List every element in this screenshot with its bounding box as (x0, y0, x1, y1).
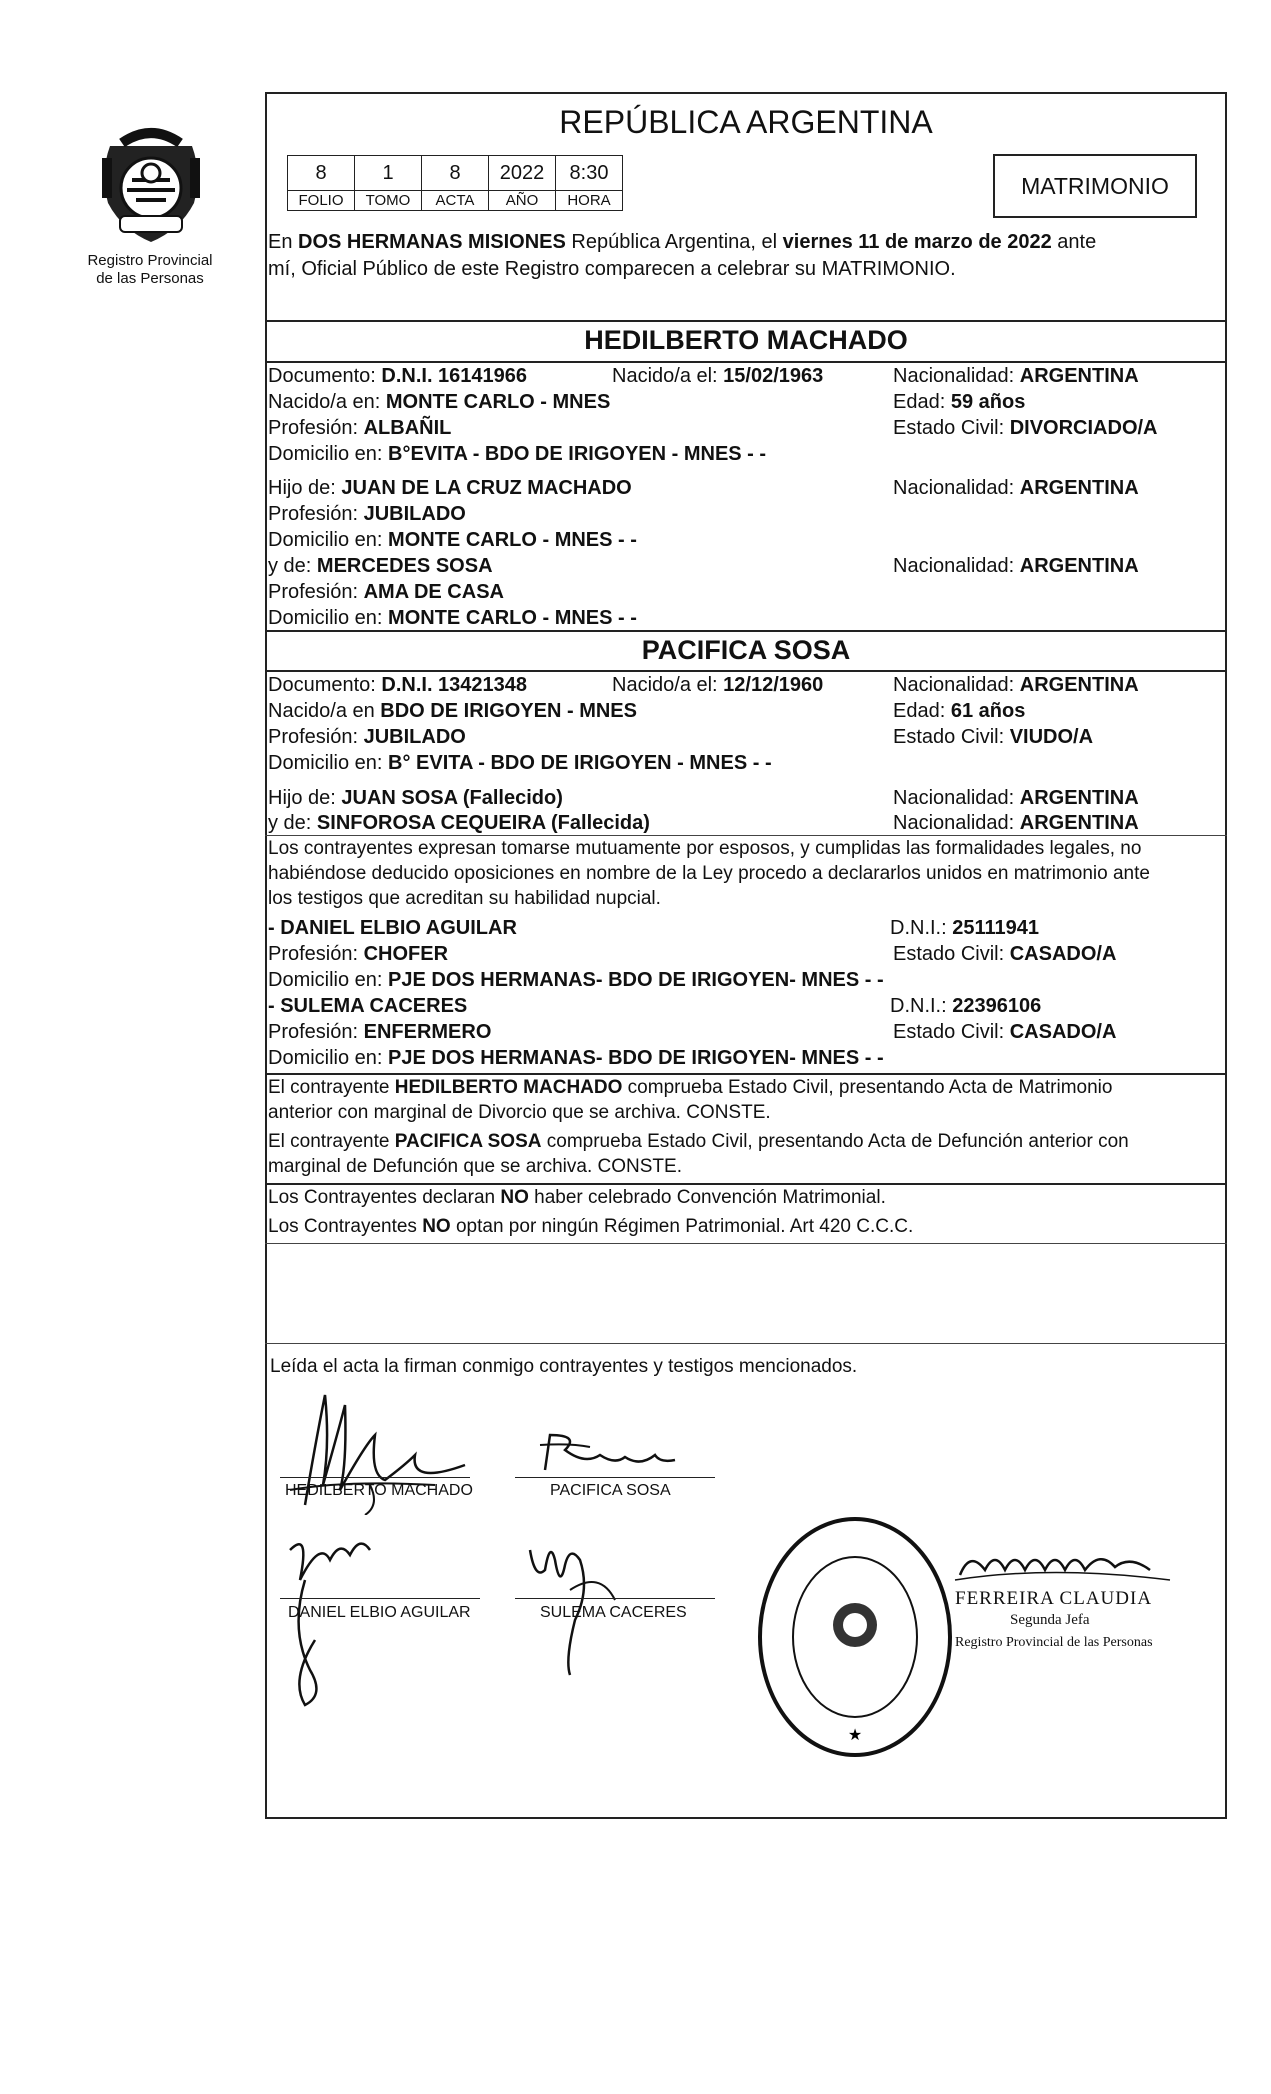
witness-2-dni: D.N.I.: 22396106 (890, 995, 1042, 1017)
official-stamp-icon (755, 1515, 955, 1760)
groom-father-profession: Profesión: JUBILADO (268, 503, 466, 525)
bride-nationality: Nacionalidad: ARGENTINA (893, 674, 1139, 696)
bride-father-nationality: Nacionalidad: ARGENTINA (893, 787, 1139, 809)
acta-label: ACTA (422, 191, 489, 211)
witness-2-signature-label: SULEMA CACERES (540, 1604, 687, 1621)
groom-mother-address: Domicilio en: MONTE CARLO - MNES - - (268, 607, 637, 629)
certificate-type-box: MATRIMONIO (993, 154, 1197, 218)
page-title: REPÚBLICA ARGENTINA (559, 104, 933, 140)
witness-1-signature-label: DANIEL ELBIO AGUILAR (288, 1604, 471, 1621)
witness-2-profession: Profesión: ENFERMERO (268, 1021, 492, 1043)
bride-birth-place: Nacido/a en BDO DE IRIGOYEN - MNES (268, 700, 637, 722)
signature-line (515, 1477, 715, 1478)
signatures-intro: Leída el acta la firman conmigo contrayentes y testigos mencionados. (270, 1356, 858, 1377)
divider (265, 361, 1227, 363)
note-2-line-2: marginal de Defunción que se archiva. CONSTE. (268, 1156, 682, 1177)
intro-line-2: mí, Oficial Público de este Registro comparecen a celebrar su MATRIMONIO. (268, 258, 956, 280)
divider (265, 1343, 1227, 1344)
groom-address: Domicilio en: B°EVITA - BDO DE IRIGOYEN - MNES - - (268, 443, 767, 465)
regime-line-2: Los Contrayentes NO optan por ningún Régimen Patrimonial. Art 420 C.C.C. (268, 1216, 914, 1237)
groom-age: Edad: 59 años (893, 391, 1026, 413)
groom-mother-nationality: Nacionalidad: ARGENTINA (893, 555, 1139, 577)
svg-text:★: ★ (847, 1727, 863, 1744)
groom-mother-profession: Profesión: AMA DE CASA (268, 581, 504, 603)
groom-document: Documento: D.N.I. 16141966 (268, 365, 528, 387)
bride-mother-nationality: Nacionalidad: ARGENTINA (893, 812, 1139, 834)
tomo-value: 1 (355, 156, 422, 191)
groom-name-heading: HEDILBERTO MACHADO (584, 325, 908, 355)
official-office: Registro Provincial de las Personas (955, 1635, 1153, 1650)
declaration-line-3: los testigos que acreditan su habilidad nupcial. (268, 888, 661, 909)
note-1-line-1: El contrayente HEDILBERTO MACHADO comprueba Estado Civil, presentando Acta de Matrimonio (268, 1077, 1113, 1098)
divider (265, 630, 1227, 632)
bride-document: Documento: D.N.I. 13421348 (268, 674, 528, 696)
witness-2-civil-status: Estado Civil: CASADO/A (893, 1021, 1117, 1043)
bride-name-heading: PACIFICA SOSA (641, 635, 851, 665)
bride-signature-label: PACIFICA SOSA (550, 1482, 671, 1499)
logo-caption-line1: Registro Provincial (87, 252, 213, 269)
signature-line (280, 1477, 470, 1478)
witness-1-name: - DANIEL ELBIO AGUILAR (268, 917, 517, 939)
witness-2-address: Domicilio en: PJE DOS HERMANAS- BDO DE IRIGOYEN- MNES - - (268, 1047, 884, 1069)
logo-caption-line2: de las Personas (96, 270, 204, 287)
bride-age: Edad: 61 años (893, 700, 1026, 722)
bride-profession: Profesión: JUBILADO (268, 726, 466, 748)
bride-signature-icon (530, 1425, 680, 1485)
folio-value: 8 (288, 156, 355, 191)
intro-line-1: En DOS HERMANAS MISIONES República Argentina, el viernes 11 de marzo de 2022 ante (268, 231, 1097, 253)
tomo-label: TOMO (355, 191, 422, 211)
hora-label: HORA (556, 191, 623, 211)
groom-birth-place: Nacido/a en: MONTE CARLO - MNES (268, 391, 611, 413)
witness-2-name: - SULEMA CACERES (268, 995, 468, 1017)
witness-1-profession: Profesión: CHOFER (268, 943, 449, 965)
note-1-line-2: anterior con marginal de Divorcio que se archiva. CONSTE. (268, 1102, 771, 1123)
signature-line (515, 1598, 715, 1599)
anio-label: AÑO (489, 191, 556, 211)
witness-1-dni: D.N.I.: 25111941 (890, 917, 1040, 939)
groom-mother: y de: MERCEDES SOSA (268, 555, 493, 577)
hora-value: 8:30 (556, 156, 623, 191)
signature-line (280, 1598, 480, 1599)
coat-of-arms-icon (92, 118, 210, 248)
bride-address: Domicilio en: B° EVITA - BDO DE IRIGOYEN - MNES - - (268, 752, 772, 774)
groom-father-nationality: Nacionalidad: ARGENTINA (893, 477, 1139, 499)
divider (265, 320, 1227, 322)
registry-logo (92, 118, 210, 248)
groom-birth-date: Nacido/a el: 15/02/1963 (612, 365, 824, 387)
note-2-line-1: El contrayente PACIFICA SOSA comprueba Estado Civil, presentando Acta de Defunción anterior con (268, 1131, 1129, 1152)
divider (265, 670, 1227, 672)
divider (265, 1183, 1227, 1185)
declaration-line-1: Los contrayentes expresan tomarse mutuamente por esposos, y cumplidas las formalidades legales, no (268, 838, 1142, 859)
groom-father: Hijo de: JUAN DE LA CRUZ MACHADO (268, 477, 632, 499)
groom-signature-label: HEDILBERTO MACHADO (285, 1482, 473, 1499)
bride-birth-date: Nacido/a el: 12/12/1960 (612, 674, 824, 696)
groom-father-address: Domicilio en: MONTE CARLO - MNES - - (268, 529, 637, 551)
witness-1-civil-status: Estado Civil: CASADO/A (893, 943, 1117, 965)
bride-civil-status: Estado Civil: VIUDO/A (893, 726, 1094, 748)
groom-nationality: Nacionalidad: ARGENTINA (893, 365, 1139, 387)
bride-mother: y de: SINFOROSA CEQUEIRA (Fallecida) (268, 812, 650, 834)
official-role: Segunda Jefa (1010, 1612, 1090, 1628)
anio-value: 2022 (489, 156, 556, 191)
regime-line-1: Los Contrayentes declaran NO haber celebrado Convención Matrimonial. (268, 1187, 886, 1208)
acta-value: 8 (422, 156, 489, 191)
declaration-line-2: habiéndose deducido oposiciones en nombre de la Ley procedo a declararlos unidos en matrimonio ante (268, 863, 1150, 884)
groom-civil-status: Estado Civil: DIVORCIADO/A (893, 417, 1158, 439)
divider (265, 1073, 1227, 1075)
divider (265, 835, 1227, 836)
divider (265, 1243, 1227, 1244)
folio-label: FOLIO (288, 191, 355, 211)
groom-profession: Profesión: ALBAÑIL (268, 417, 452, 439)
bride-father: Hijo de: JUAN SOSA (Fallecido) (268, 787, 563, 809)
witness-1-address: Domicilio en: PJE DOS HERMANAS- BDO DE IRIGOYEN- MNES - - (268, 969, 884, 991)
registry-table (287, 155, 623, 211)
official-name: FERREIRA CLAUDIA (955, 1588, 1153, 1609)
